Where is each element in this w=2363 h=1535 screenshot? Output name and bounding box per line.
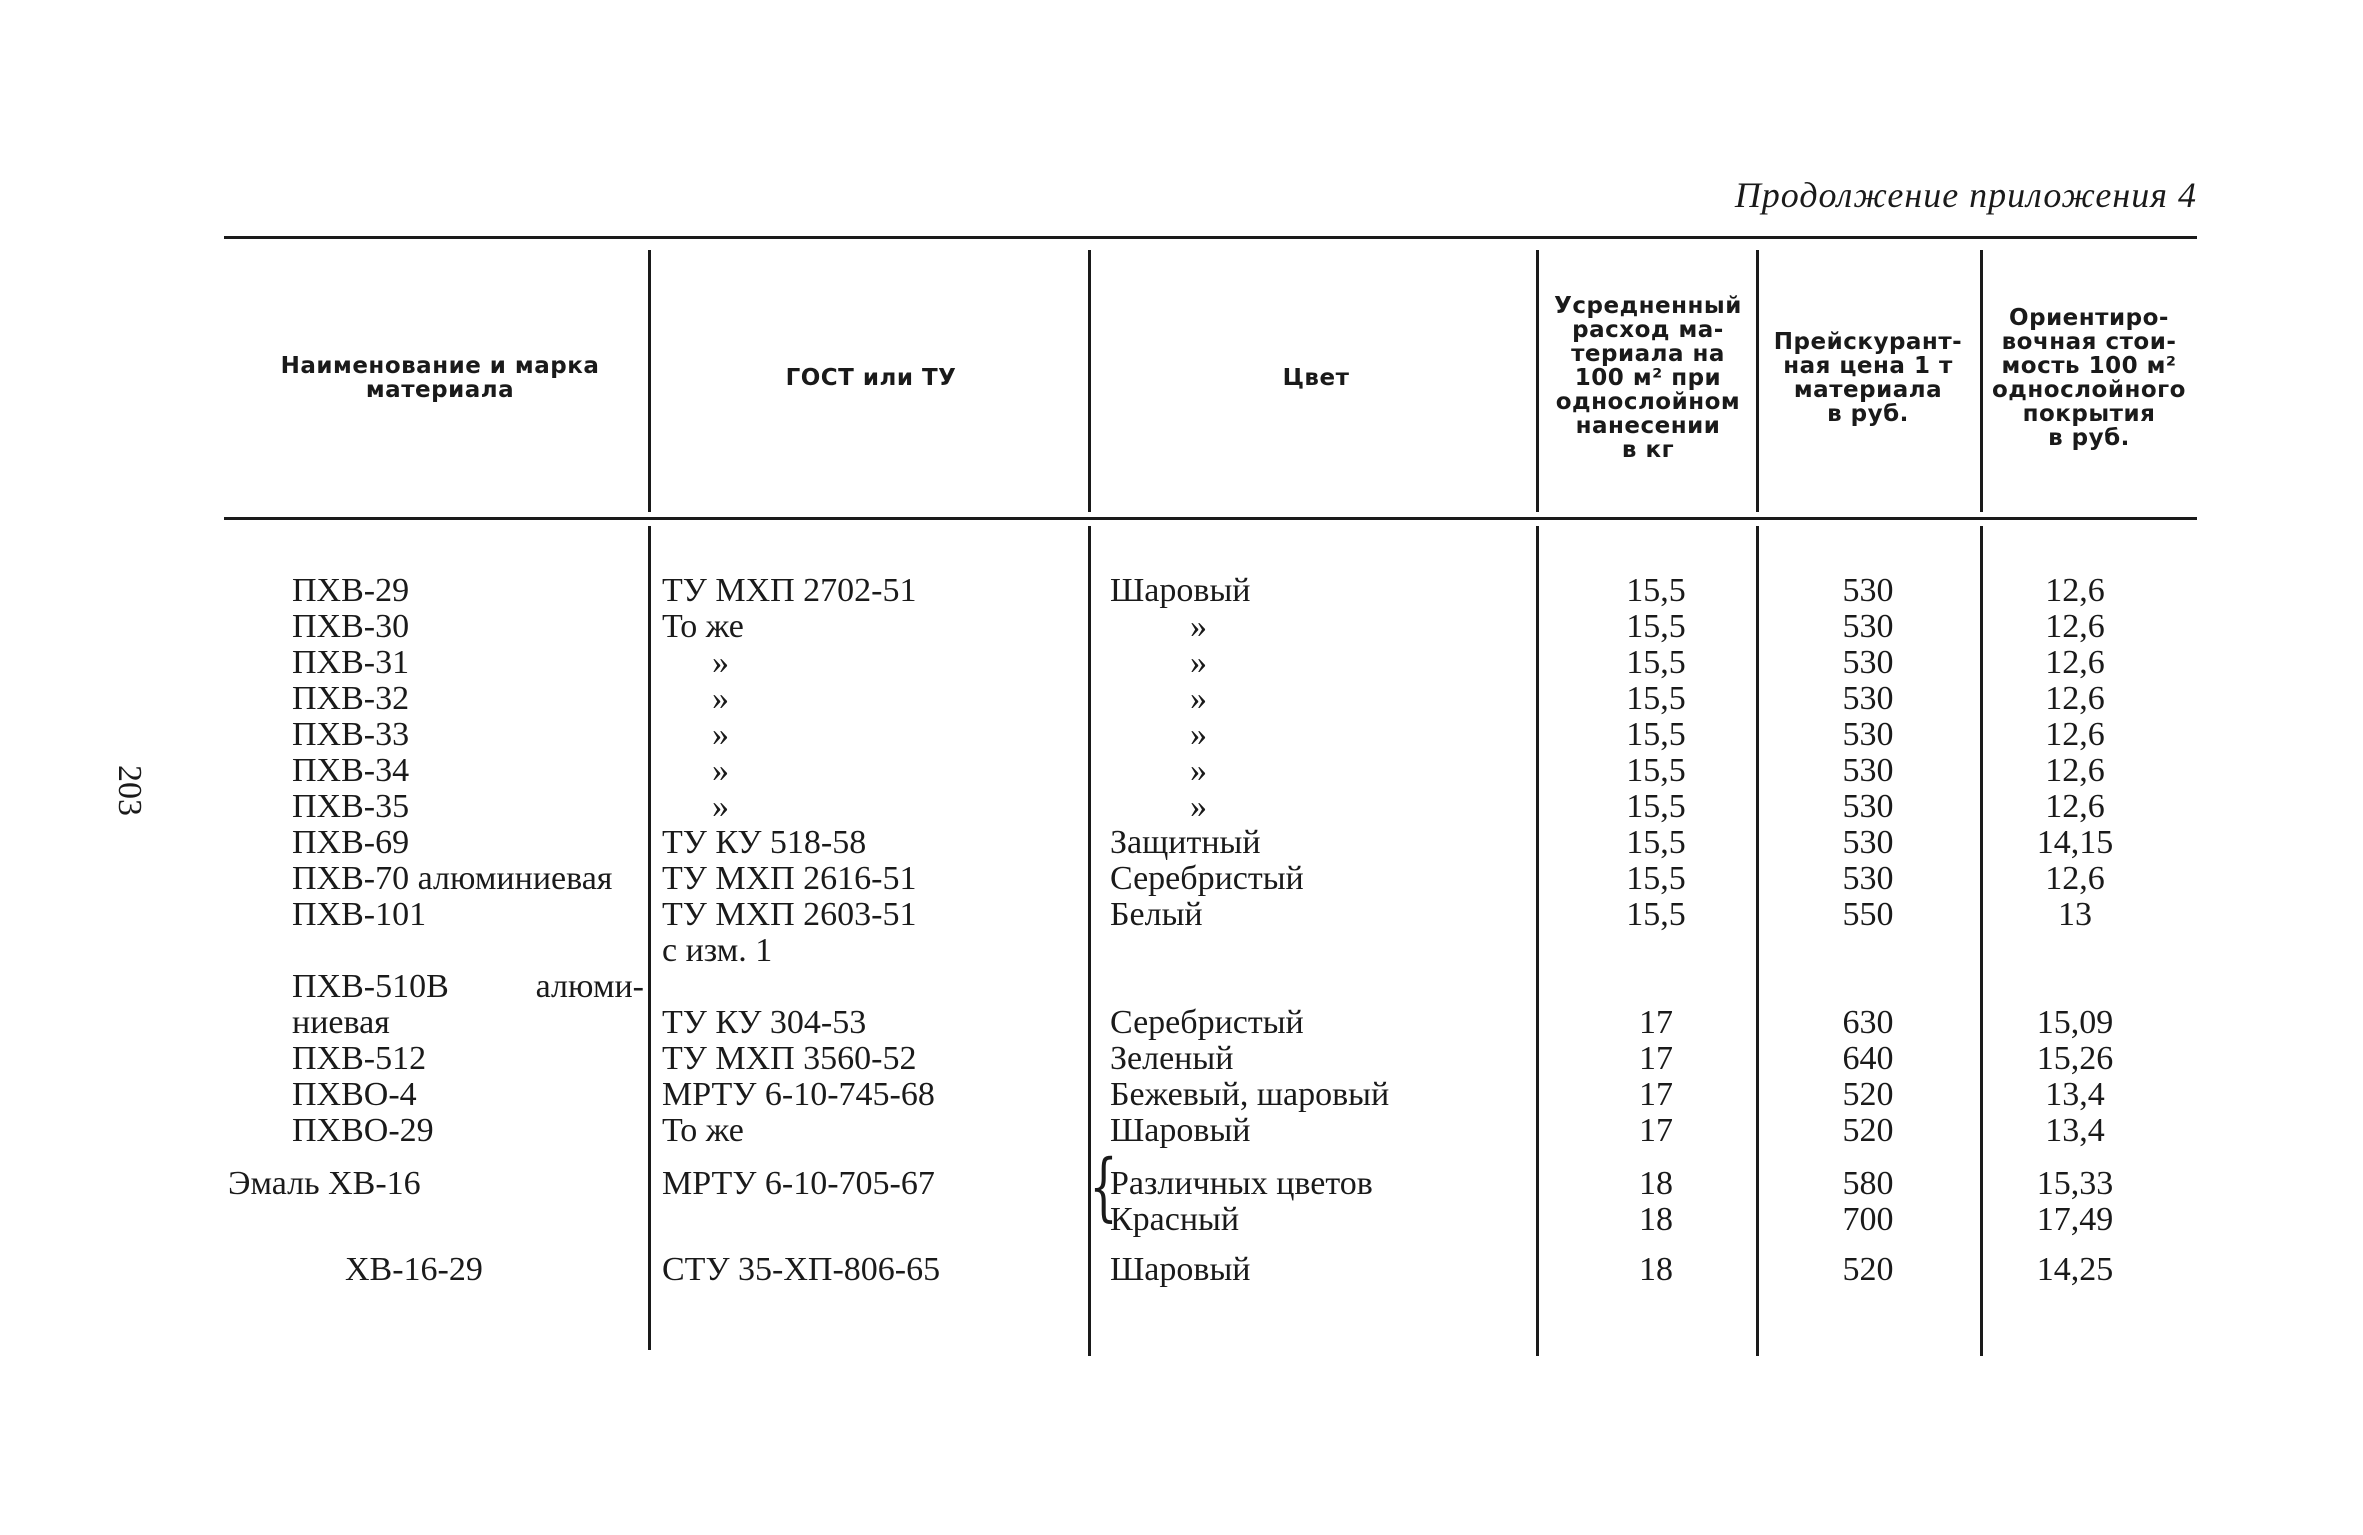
cell-color: Бежевый, шаровый [1110, 1076, 1390, 1113]
cell-material-name: ПХВ-29 [292, 572, 410, 609]
cell-price: 520 [1842, 1112, 1894, 1149]
cell-material-name: ПХВ-512 [292, 1040, 427, 1077]
cell-rate: 15,5 [1626, 752, 1686, 789]
header-gost: ГОСТ или ТУ [785, 364, 957, 391]
cell-price: 530 [1842, 680, 1894, 717]
cell-cost: 15,09 [2036, 1004, 2114, 1041]
cell-color: » [1190, 608, 1207, 645]
column-divider [1980, 526, 1983, 1356]
cell-material-name: ПХВ-33 [292, 716, 410, 753]
cell-price: 520 [1842, 1251, 1894, 1288]
cell-rate: 15,5 [1626, 716, 1686, 753]
cell-gost: » [712, 788, 729, 825]
brace-mark: { [1089, 1144, 1118, 1230]
cell-rate: 15,5 [1626, 824, 1686, 861]
cell-cost: 13,4 [2045, 1076, 2105, 1113]
cell-material-name: ниевая [292, 1004, 390, 1041]
header-color: Цвет [1282, 364, 1350, 391]
cell-material-name: ПХВ-35 [292, 788, 410, 825]
cell-rate: 17 [1639, 1040, 1673, 1077]
cell-price: 550 [1842, 896, 1894, 933]
cell-price: 700 [1842, 1201, 1894, 1238]
cell-cost: 12,6 [2045, 752, 2105, 789]
cell-rate: 15,5 [1626, 680, 1686, 717]
column-divider [1536, 250, 1539, 512]
cell-price: 530 [1842, 788, 1894, 825]
cell-price: 530 [1842, 608, 1894, 645]
cell-rate: 15,5 [1626, 788, 1686, 825]
cell-color: Шаровый [1110, 1251, 1251, 1288]
cell-gost: » [712, 716, 729, 753]
cell-rate: 15,5 [1626, 608, 1686, 645]
table-header-rule [224, 517, 2197, 520]
cell-rate: 15,5 [1626, 644, 1686, 681]
cell-material-name: ПХВО-4 [292, 1076, 417, 1113]
cell-gost: МРТУ 6-10-745-68 [662, 1076, 935, 1113]
cell-rate: 17 [1639, 1112, 1673, 1149]
cell-color: Различных цветов [1110, 1165, 1373, 1202]
cell-material-name: ПХВ-34 [292, 752, 410, 789]
cell-material-name: ПХВ-32 [292, 680, 410, 717]
cell-cost: 14,15 [2036, 824, 2114, 861]
cell-gost: ТУ КУ 518-58 [662, 824, 867, 861]
cell-color: Серебристый [1110, 860, 1304, 897]
cell-cost: 13,4 [2045, 1112, 2105, 1149]
table-top-rule [224, 236, 2197, 239]
cell-price: 530 [1842, 572, 1894, 609]
cell-gost: То же [662, 1112, 744, 1149]
cell-color: » [1190, 716, 1207, 753]
page-number: 203 [111, 765, 148, 816]
cell-price: 630 [1842, 1004, 1894, 1041]
cell-cost: 12,6 [2045, 608, 2105, 645]
column-divider [1088, 250, 1091, 512]
cell-material-name: ХВ-16-29 [345, 1251, 483, 1288]
cell-gost: ТУ МХП 3560-52 [662, 1040, 917, 1077]
column-divider [1756, 250, 1759, 512]
cell-gost: То же [662, 608, 744, 645]
cell-rate: 18 [1639, 1165, 1673, 1202]
cell-price: 640 [1842, 1040, 1894, 1077]
cell-gost: ТУ КУ 304-53 [662, 1004, 867, 1041]
cell-rate: 17 [1639, 1004, 1673, 1041]
cell-color: » [1190, 680, 1207, 717]
cell-material-name: ПХВ-30 [292, 608, 410, 645]
cell-gost: ТУ МХП 2702-51 [662, 572, 917, 609]
cell-color: Защитный [1110, 824, 1261, 861]
cell-cost: 15,33 [2036, 1165, 2114, 1202]
cell-gost: с изм. 1 [662, 932, 773, 969]
column-divider [1756, 526, 1759, 1356]
cell-material-name: ПХВО-29 [292, 1112, 434, 1149]
page-title: Продолжение приложения 4 [1734, 175, 2197, 215]
cell-color: Серебристый [1110, 1004, 1304, 1041]
cell-cost: 17,49 [2036, 1201, 2114, 1238]
cell-cost: 13 [2058, 896, 2092, 933]
cell-price: 530 [1842, 860, 1894, 897]
cell-cost: 12,6 [2045, 644, 2105, 681]
cell-color: » [1190, 788, 1207, 825]
cell-price: 580 [1842, 1165, 1894, 1202]
cell-rate: 15,5 [1626, 572, 1686, 609]
cell-gost: » [712, 644, 729, 681]
header-price: Прейскурант- ная цена 1 т материала в руб. [1773, 328, 1963, 428]
cell-price: 530 [1842, 644, 1894, 681]
cell-price: 530 [1842, 752, 1894, 789]
cell-rate: 17 [1639, 1076, 1673, 1113]
cell-color: » [1190, 644, 1207, 681]
cell-cost: 12,6 [2045, 680, 2105, 717]
cell-rate: 15,5 [1626, 860, 1686, 897]
cell-cost: 15,26 [2036, 1040, 2114, 1077]
column-divider [1088, 526, 1091, 1356]
header-cost: Ориентиро- вочная стои- мость 100 м² однослойного покрытия в руб. [1992, 304, 2186, 452]
column-divider [648, 526, 651, 1350]
cell-material-name: ПХВ-69 [292, 824, 410, 861]
header-material-name: Наименование и марка материала [280, 352, 600, 403]
cell-color: Шаровый [1110, 572, 1251, 609]
cell-color: » [1190, 752, 1207, 789]
cell-color: Шаровый [1110, 1112, 1251, 1149]
column-divider [1980, 250, 1983, 512]
cell-cost: 12,6 [2045, 716, 2105, 753]
column-divider [648, 250, 651, 512]
cell-gost: ТУ МХП 2603-51 [662, 896, 917, 933]
cell-cost: 12,6 [2045, 860, 2105, 897]
cell-cost: 14,25 [2036, 1251, 2114, 1288]
cell-gost: » [712, 752, 729, 789]
cell-material-name: ПХВ-70 алюминиевая [292, 860, 613, 897]
cell-gost: СТУ 35-ХП-806-65 [662, 1251, 941, 1288]
cell-cost: 12,6 [2045, 788, 2105, 825]
column-divider [1536, 526, 1539, 1356]
cell-cost: 12,6 [2045, 572, 2105, 609]
cell-color: Зеленый [1110, 1040, 1234, 1077]
cell-material-name: Эмаль ХВ-16 [228, 1165, 421, 1202]
cell-price: 520 [1842, 1076, 1894, 1113]
cell-rate: 18 [1639, 1251, 1673, 1288]
cell-gost: ТУ МХП 2616-51 [662, 860, 917, 897]
cell-price: 530 [1842, 824, 1894, 861]
cell-material-name: ПХВ-101 [292, 896, 427, 933]
cell-price: 530 [1842, 716, 1894, 753]
cell-material-name: ПХВ-31 [292, 644, 410, 681]
cell-material-name: ПХВ-510В алюми- [292, 968, 644, 1005]
cell-rate: 15,5 [1626, 896, 1686, 933]
cell-rate: 18 [1639, 1201, 1673, 1238]
cell-gost: » [712, 680, 729, 717]
cell-color: Красный [1110, 1201, 1240, 1238]
cell-gost: МРТУ 6-10-705-67 [662, 1165, 935, 1202]
header-consumption: Усредненный расход ма- териала на 100 м² при однослойном нанесении в кг [1554, 292, 1742, 464]
cell-color: Белый [1110, 896, 1203, 933]
